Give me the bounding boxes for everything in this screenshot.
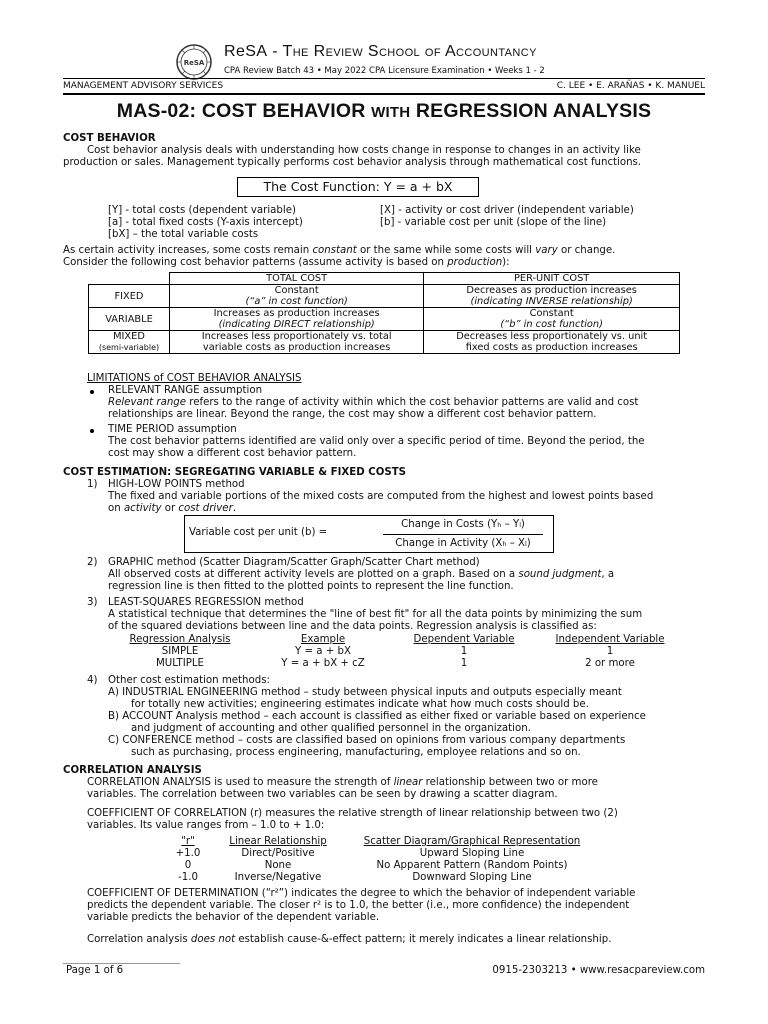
paragraph-line: variables. The correlation between two variables can be seen by drawing a scatter diagram. (87, 789, 558, 800)
list-number: 2) (87, 557, 98, 568)
table-cell: Constant (“b” in cost function) (424, 308, 680, 331)
page-number: Page 1 of 6 (66, 965, 124, 976)
paragraph-line: A statistical technique that determines the "line of best fit" for all the data points by minimizing the sum (108, 609, 643, 620)
table-cell: Increases as production increases (indicating DIRECT relationship) (170, 308, 424, 331)
r-table-header: Linear Relationship (229, 836, 327, 847)
paragraph-line: COEFFICIENT OF CORRELATION (r) measures the relative strength of linear relationship between two (2) (87, 808, 618, 819)
table-header-row (89, 273, 680, 285)
definition-b: [b] - variable cost per unit (slope of the line) (380, 217, 607, 228)
paragraph-line: on activity or cost driver. (108, 503, 237, 514)
r-table-cell: -1.0 (178, 872, 198, 883)
regression-cell: 1 (606, 646, 614, 657)
r-table-cell: Direct/Positive (241, 848, 315, 859)
table-cell: Increases less proportionately vs. total variable costs as production increases (170, 331, 424, 354)
regression-cell: Y = a + bX (295, 646, 351, 657)
least-squares-title: LEAST-SQUARES REGRESSION method (108, 597, 304, 608)
regression-header: Regression Analysis (129, 634, 231, 645)
paragraph-line: and judgment of accounting and other qualified personnel in the organization. (131, 723, 531, 734)
table-cell: Decreases less proportionately vs. unit fixed costs as production increases (424, 331, 680, 354)
definition-a: [a] - total fixed costs (Y-axis intercept) (108, 217, 303, 228)
formula-denominator: Change in Activity (Xₕ – Xₗ) (395, 538, 531, 549)
batch-info: CPA Review Batch 43 • May 2022 CPA Licensure Examination • Weeks 1 - 2 (224, 66, 545, 76)
paragraph-line: relationships are linear. Beyond the range, the cost may show a different cost behavior pattern. (108, 409, 597, 420)
table-cell: Constant (“a” in cost function) (170, 285, 424, 308)
regression-header: Dependent Variable (413, 634, 515, 645)
r-table-cell: None (264, 860, 292, 871)
row-label: VARIABLE (89, 308, 170, 331)
paragraph-line: Correlation analysis does not establish cause-&-effect pattern; it merely indicates a linear relationship. (87, 934, 612, 945)
variable-cost-formula-box (184, 515, 554, 553)
high-low-title: HIGH-LOW POINTS method (108, 479, 245, 490)
r-table-cell: Downward Sloping Line (412, 872, 532, 883)
paragraph-line: of the squared deviations between line and the data points. Regression analysis is classified as: (108, 621, 597, 632)
other-methods-title: Other cost estimation methods: (108, 675, 270, 686)
table-row (89, 285, 680, 308)
subject-name: MANAGEMENT ADVISORY SERVICES (63, 81, 224, 91)
table-row (89, 308, 680, 331)
paragraph-line: variable predicts the behavior of the dependent variable. (87, 912, 380, 923)
formula-label: Variable cost per unit (b) = (189, 527, 328, 538)
paragraph-line: Consider the following cost behavior patterns (assume activity is based on production): (63, 257, 510, 268)
paragraph-line: regression line is then fitted to the plotted points to represent the line function. (108, 581, 514, 592)
regression-cell: 2 or more (585, 658, 635, 669)
paragraph-line: cost may show a different cost behavior pattern. (108, 448, 357, 459)
page-title: MAS-02: COST BEHAVIOR WITH REGRESSION ANALYSIS (116, 100, 652, 122)
regression-cell: Y = a + bX + cZ (281, 658, 365, 669)
list-number: 1) (87, 479, 98, 490)
r-table-header: "r" (181, 836, 195, 847)
formula-numerator: Change in Costs (Yₕ – Yₗ) (401, 519, 525, 530)
contact-info: 0915-2303213 • www.resacpareview.com (492, 965, 705, 976)
regression-header: Independent Variable (555, 634, 665, 645)
paragraph-line: C) CONFERENCE method – costs are classified based on opinions from various company departments (108, 735, 626, 746)
paragraph-line: B) ACCOUNT Analysis method – each account is classified as either fixed or variable based on experience (108, 711, 646, 722)
table-row (89, 331, 680, 354)
time-period-title: TIME PERIOD assumption (108, 424, 237, 435)
paragraph-line: As certain activity increases, some costs remain constant or the same while some costs will vary or change. (63, 245, 616, 256)
school-name: ReSA - The Review School of Accountancy (224, 43, 537, 60)
paragraph-line: The fixed and variable portions of the mixed costs are computed from the highest and lowest points based (108, 491, 654, 502)
paragraph-line: All observed costs at different activity levels are plotted on a graph. Based on a sound judgment, a (108, 569, 615, 580)
paragraph-line: for totally new activities; engineering estimates indicate what how much costs should be. (131, 699, 589, 710)
list-number: 4) (87, 675, 98, 686)
regression-cell: MULTIPLE (155, 658, 204, 669)
row-label: FIXED (89, 285, 170, 308)
r-table-cell: Upward Sloping Line (419, 848, 525, 859)
bullet-icon (90, 390, 94, 394)
column-header: TOTAL COST (170, 273, 424, 285)
r-table-cell: No Apparent Pattern (Random Points) (376, 860, 568, 871)
paragraph-line: CORRELATION ANALYSIS is used to measure the strength of linear relationship between two or more (87, 777, 598, 788)
limitations-heading: LIMITATIONS of COST BEHAVIOR ANALYSIS (87, 373, 302, 384)
relevant-range-title: RELEVANT RANGE assumption (108, 385, 263, 396)
table-cell: Decreases as production increases (indicating INVERSE relationship) (424, 285, 680, 308)
definition-y: [Y] - total costs (dependent variable) (108, 205, 296, 216)
paragraph-line: COEFFICIENT OF DETERMINATION (“r²”) indicates the degree to which the behavior of independent variable (87, 888, 636, 899)
bullet-icon (90, 429, 94, 433)
paragraph-line: such as purchasing, process engineering, manufacturing, employee relations and so on. (131, 747, 581, 758)
regression-cell: 1 (460, 658, 468, 669)
cost-behavior-heading: COST BEHAVIOR (63, 133, 156, 144)
regression-header: Example (300, 634, 346, 645)
regression-cell: SIMPLE (161, 646, 199, 657)
correlation-heading: CORRELATION ANALYSIS (63, 765, 202, 776)
regression-cell: 1 (460, 646, 468, 657)
paragraph-line: production or sales. Management typically performs cost behavior analysis through mathematical cost functions. (63, 157, 642, 168)
graphic-method-title: GRAPHIC method (Scatter Diagram/Scatter Graph/Scatter Chart method) (108, 557, 480, 568)
r-table-cell: 0 (184, 860, 192, 871)
column-header: PER-UNIT COST (424, 273, 680, 285)
cost-estimation-heading: COST ESTIMATION: SEGREGATING VARIABLE & FIXED COSTS (63, 467, 406, 478)
row-label: MIXED (semi-variable) (89, 331, 170, 354)
r-table-cell: +1.0 (175, 848, 201, 859)
footer-rule (63, 963, 180, 964)
svg-text:ReSA: ReSA (183, 59, 205, 67)
r-table-cell: Inverse/Negative (234, 872, 322, 883)
paragraph-line: Cost behavior analysis deals with understanding how costs change in response to changes in an activity like (87, 145, 641, 156)
paragraph-line: Relevant range refers to the range of activity within which the cost behavior patterns are valid and cost (108, 397, 639, 408)
authors: C. LEE • E. ARAÑAS • K. MANUEL (556, 81, 705, 91)
cost-function-box: The Cost Function: Y = a + bX (237, 177, 479, 197)
r-table-header: Scatter Diagram/Graphical Representation (363, 836, 581, 847)
list-number: 3) (87, 597, 98, 608)
cost-behavior-table (88, 272, 680, 354)
paragraph-line: predicts the dependent variable. The closer r² is to 1.0, the better (i.e., more confidence) the independent (87, 900, 630, 911)
paragraph-line: A) INDUSTRIAL ENGINEERING method – study between physical inputs and outputs especially meant (108, 687, 622, 698)
definition-bx: [bX] – the total variable costs (108, 229, 259, 240)
paragraph-line: The cost behavior patterns identified are valid only over a specific period of time. Beyond the period, the (108, 436, 645, 447)
paragraph-line: variables. Its value ranges from – 1.0 to + 1.0: (87, 820, 325, 831)
definition-x: [X] - activity or cost driver (independent variable) (380, 205, 634, 216)
fraction-bar (383, 534, 543, 535)
subject-bar (63, 78, 705, 95)
